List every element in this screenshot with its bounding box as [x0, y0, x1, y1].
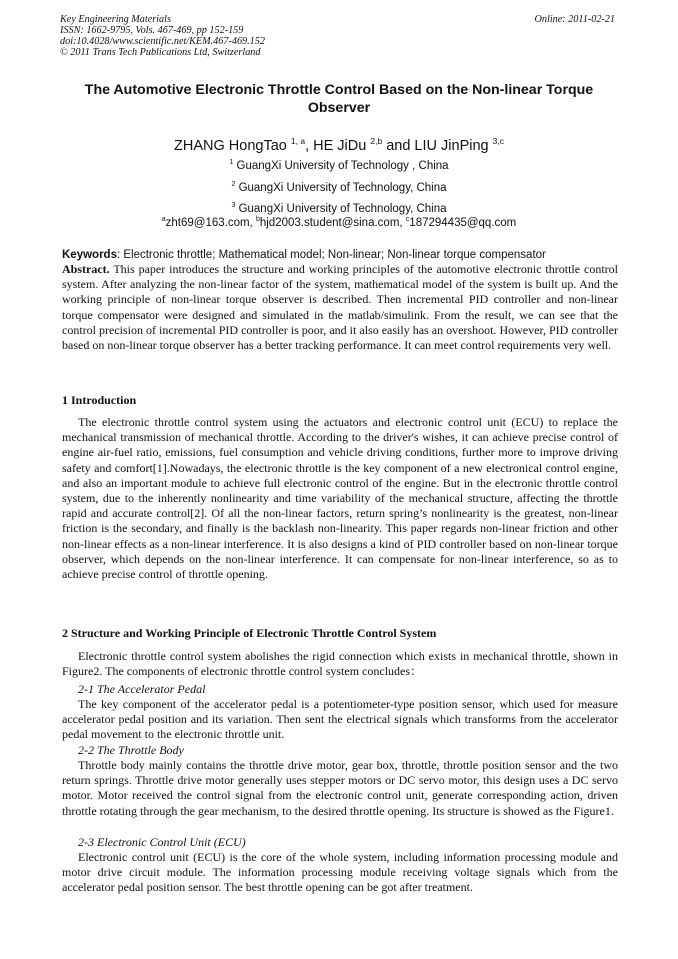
affiliation-3-sup: 3	[231, 202, 236, 209]
journal-name: Key Engineering Materials	[60, 14, 171, 25]
subsection-2-1-text: The key component of the accelerator pedal is a potentiometer-type position sensor, which used for measure accelerator pedal position and its variation. Then sent the electrical signals which transforms from the accelerator pedal movement to the electronic throttle unit.	[62, 697, 618, 742]
paper-title: The Automotive Electronic Throttle Control Based on the Non-linear Torque Observer	[84, 82, 594, 116]
section-2-heading: 2 Structure and Working Principle of Electronic Throttle Control System	[62, 626, 437, 640]
section-1-heading: 1 Introduction	[62, 393, 137, 407]
affiliation-2-sup: 2	[231, 181, 236, 188]
issn-line: ISSN: 1662-9795, Vols. 467-469, pp 152-159	[60, 25, 244, 36]
author-2-sup: 2,b	[370, 136, 383, 146]
author-2: , HE JiDu	[305, 138, 367, 154]
affiliation-1	[62, 156, 616, 173]
subsection-2-2-heading: 2-2 The Throttle Body	[78, 743, 184, 757]
affiliation-2	[62, 178, 616, 195]
online-date: Online: 2011-02-21	[534, 14, 615, 25]
subsection-2-1-heading: 2-1 The Accelerator Pedal	[78, 682, 206, 696]
affiliation-3-text: GuangXi University of Technology, China	[238, 203, 447, 215]
email-a[interactable]: zht69@163.com,	[165, 217, 253, 229]
author-1-sup: 1, a	[290, 136, 306, 146]
doi-line: doi:10.4028/www.scientific.net/KEM.467-469.152	[60, 36, 265, 47]
copyright-line: © 2011 Trans Tech Publications Ltd, Switzerland	[60, 47, 261, 58]
author-list	[62, 132, 616, 155]
keywords-label: Keywords	[62, 249, 117, 261]
abstract-label: Abstract.	[62, 262, 110, 276]
author-emails	[62, 213, 616, 230]
author-3: and LIU JinPing	[382, 138, 489, 154]
abstract-text: This paper introduces the structure and working principles of the automotive electronic throttle control system. After analyzing the non-linear factor of the system, mathematical model of the system is built up. And the working principle of non-linear torque observer is described. Then incremental PID controller and non-linear torque compensator were designed and simulated in the matlab/simulink. From the result, we can see that the control precision of incremental PID controller is poor, and it also easily has an overshoot. However, PID controller based on non-linear torque observer has a better tracking performance. It can meet control requirements very well.	[62, 262, 618, 353]
abstract	[62, 262, 618, 353]
email-a-sup: a	[161, 216, 166, 223]
keywords-text: : Electronic throttle; Mathematical model; Non-linear; Non-linear torque compensator	[116, 249, 546, 261]
affiliation-2-text: GuangXi University of Technology, China	[238, 182, 447, 194]
email-c-sup: c	[405, 216, 410, 223]
subsection-2-3-heading: 2-3 Electronic Control Unit (ECU)	[78, 835, 246, 849]
section-1-text: The electronic throttle control system using the actuators and electronic control unit (ECU) to replace the mechanical transmission of mechanical throttle. According to the driver's wishes, it can achieve precise control of engine air-fuel ratio, emissions, fuel consumption and vehicle driving conditions, further more to improve driving safety and comfort[1].Nowadays, the electronic throttle is the key component of a new electronical control engine, and also an important module to achieve full electronic control of the engine. But in the electronic throttle control system, due to the inherently nonlinearity and time variability of the mechanical structure, affecting the throttle rapid and accurate control[2]. Of all the non-linear factors, return spring’s nonlinearity is the greatest, non-linear friction is the secondary, and finally is the backlash non-linearity. This paper regards non-linear friction and other non-linear effects as a non-linear interference. It is also designs a kind of PID controller based on non-linear torque observer, which depends on the non-linear interference. It can compensate for non-linear interference, so as to achieve precise control of throttle opening.	[62, 415, 618, 582]
publication-header	[60, 14, 615, 58]
subsection-2-2-text: Throttle body mainly contains the throttle drive motor, gear box, throttle, throttle position sensor and the two return springs. Throttle drive motor generally uses stepper motors or DC servo motor, this design uses a DC servo motor. Motor received the control signal from the electronic control unit, generate corresponding action, driven throttle rotating through the gear mechanism, to the desired throttle opening. Its structure is showed as the Figure1.	[62, 758, 618, 818]
email-b-sup: b	[255, 216, 260, 223]
email-c[interactable]: 187294435@qq.com	[409, 217, 517, 229]
email-b[interactable]: hjd2003.student@sina.com,	[259, 217, 403, 229]
subsection-2-3-text: Electronic control unit (ECU) is the core of the whole system, including information processing module and motor drive circuit module. The information processing module receiving voltage signals which from the accelerator pedal position sensor. The best throttle opening can be got after treatment.	[62, 850, 618, 895]
section-2-text: Electronic throttle control system abolishes the rigid connection which exists in mechanical throttle, shown in Figure2. The components of electronic throttle control system concludes：	[62, 649, 618, 679]
affiliation-1-text: GuangXi University of Technology , China	[236, 160, 449, 172]
author-1: ZHANG HongTao	[174, 138, 287, 154]
keywords	[62, 248, 618, 262]
affiliation-1-sup: 1	[229, 159, 234, 166]
author-3-sup: 3,c	[492, 136, 504, 146]
